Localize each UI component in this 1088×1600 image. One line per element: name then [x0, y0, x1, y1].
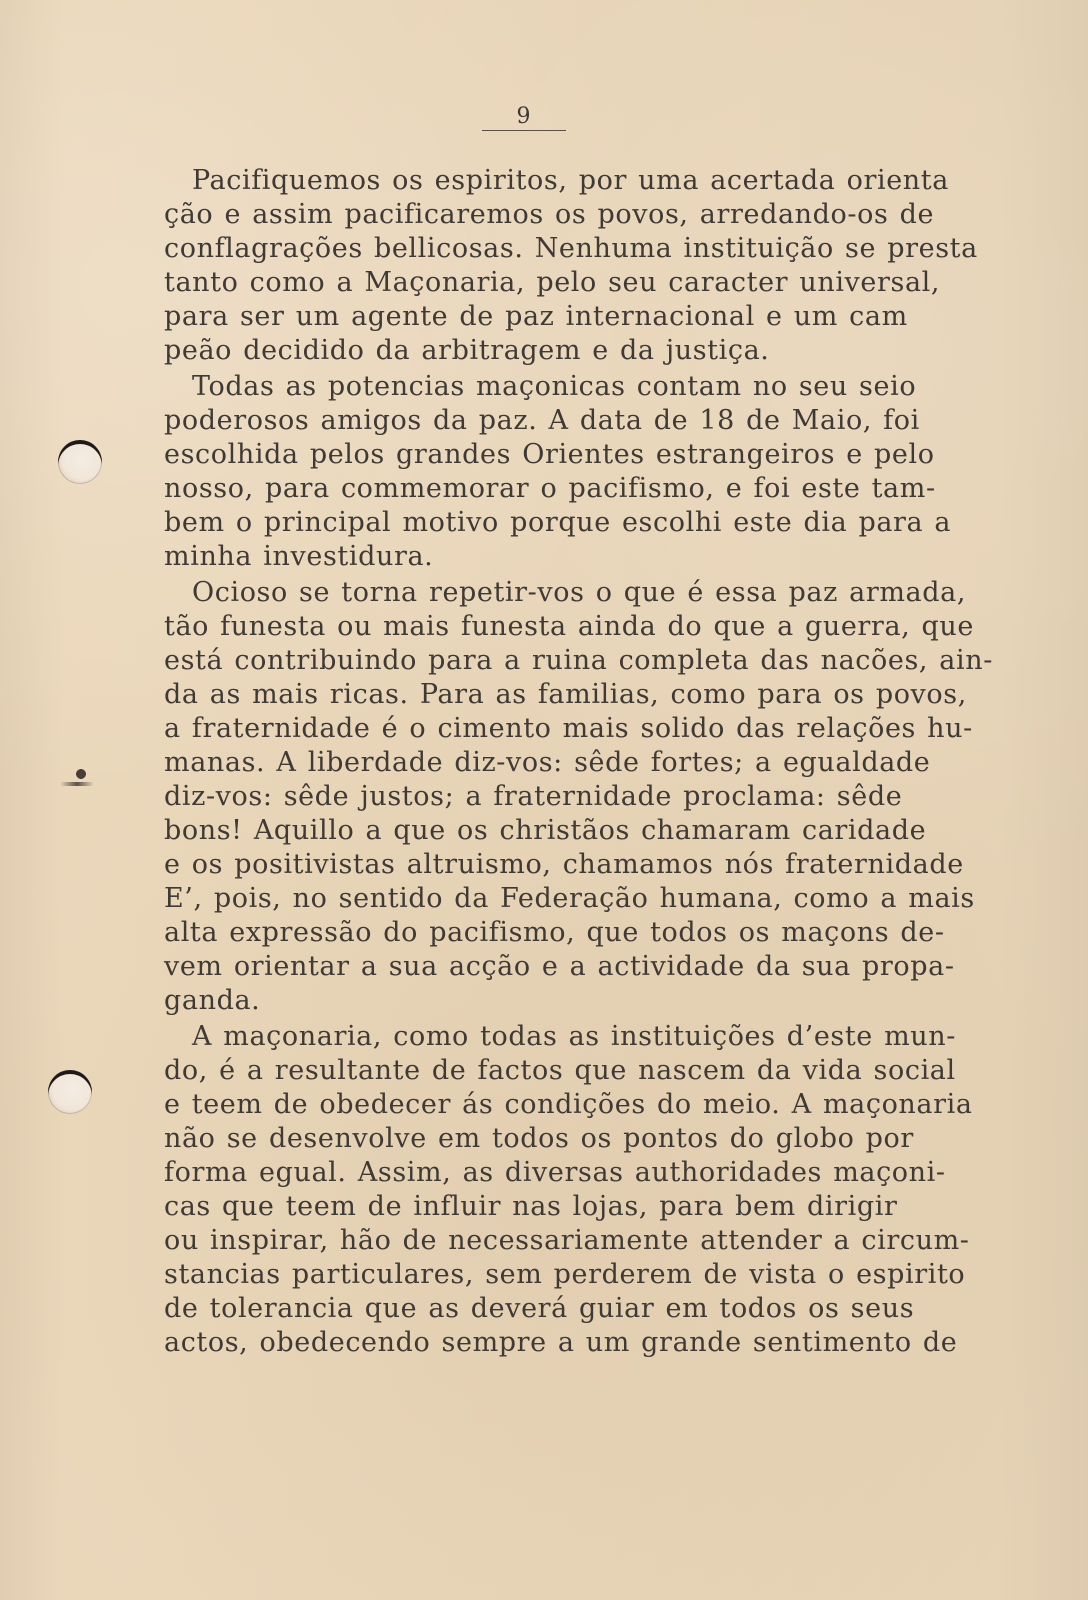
text-line: E’, pois, no sentido da Federação humana, como a mais	[164, 883, 975, 914]
text-line: a fraternidade é o cimento mais solido das relações hu-	[164, 713, 973, 744]
text-line: vem orientar a sua acção e a actividade da sua propa-	[164, 951, 955, 982]
text-line: está contribuindo para a ruina completa das nacões, ain-	[164, 645, 993, 676]
text-line: peão decidido da arbitragem e da justiça.	[164, 335, 770, 366]
text-line: Ocioso se torna repetir-vos o que é essa paz armada,	[192, 577, 967, 608]
text-line: Pacifiquemos os espiritos, por uma acertada orienta	[192, 165, 949, 196]
body-text	[164, 164, 993, 1424]
text-line: bem o principal motivo porque escolhi este dia para a	[164, 507, 952, 538]
text-line: tão funesta ou mais funesta ainda do que a guerra, que	[164, 611, 974, 642]
text-line: forma egual. Assim, as diversas authoridades maçoni-	[164, 1157, 946, 1188]
text-line: nosso, para commemorar o pacifismo, e foi este tam-	[164, 473, 936, 504]
text-line: ganda.	[164, 985, 261, 1016]
text-line: alta expressão do pacifismo, que todos os maçons de-	[164, 917, 945, 948]
text-line: poderosos amigos da paz. A data de 18 de Maio, foi	[164, 405, 920, 436]
text-line: Todas as potencias maçonicas contam no seu seio	[192, 371, 917, 402]
text-line: diz-vos: sêde justos; a fraternidade proclama: sêde	[164, 781, 903, 812]
text-line: A maçonaria, como todas as instituições d’este mun-	[192, 1021, 956, 1052]
text-line: bons! Aquillo a que os christãos chamaram caridade	[164, 815, 927, 846]
text-line: para ser um agente de paz internacional e um cam	[164, 301, 908, 332]
text-line: cas que teem de influir nas lojas, para bem dirigir	[164, 1191, 898, 1222]
page-mark-icon	[74, 766, 88, 786]
text-line: tanto como a Maçonaria, pelo seu caracter universal,	[164, 267, 941, 298]
page-number: 9	[482, 104, 566, 129]
text-line: e os positivistas altruismo, chamamos nós fraternidade	[164, 849, 964, 880]
text-line: de tolerancia que as deverá guiar em todos os seus	[164, 1293, 915, 1324]
text-line: do, é a resultante de factos que nascem da vida social	[164, 1055, 956, 1086]
text-line: da as mais ricas. Para as familias, como para os povos,	[164, 679, 967, 710]
text-line: actos, obedecendo sempre a um grande sentimento de	[164, 1327, 958, 1358]
text-line: não se desenvolve em todos os pontos do globo por	[164, 1123, 914, 1154]
text-line: ou inspirar, hão de necessariamente attender a circum-	[164, 1225, 970, 1256]
text-line: ção e assim pacificaremos os povos, arredando-os de	[164, 199, 935, 230]
punch-hole-icon	[48, 1070, 92, 1114]
punch-hole-icon	[58, 440, 102, 484]
text-line: manas. A liberdade diz-vos: sêde fortes; a egualdade	[164, 747, 931, 778]
text-line: escolhida pelos grandes Orientes estrangeiros e pelo	[164, 439, 935, 470]
text-line: e teem de obedecer ás condições do meio. A maçonaria	[164, 1089, 973, 1120]
text-line: conflagrações bellicosas. Nenhuma instituição se presta	[164, 233, 978, 264]
text-line: stancias particulares, sem perderem de vista o espirito	[164, 1259, 966, 1290]
text-line: minha investidura.	[164, 541, 434, 572]
